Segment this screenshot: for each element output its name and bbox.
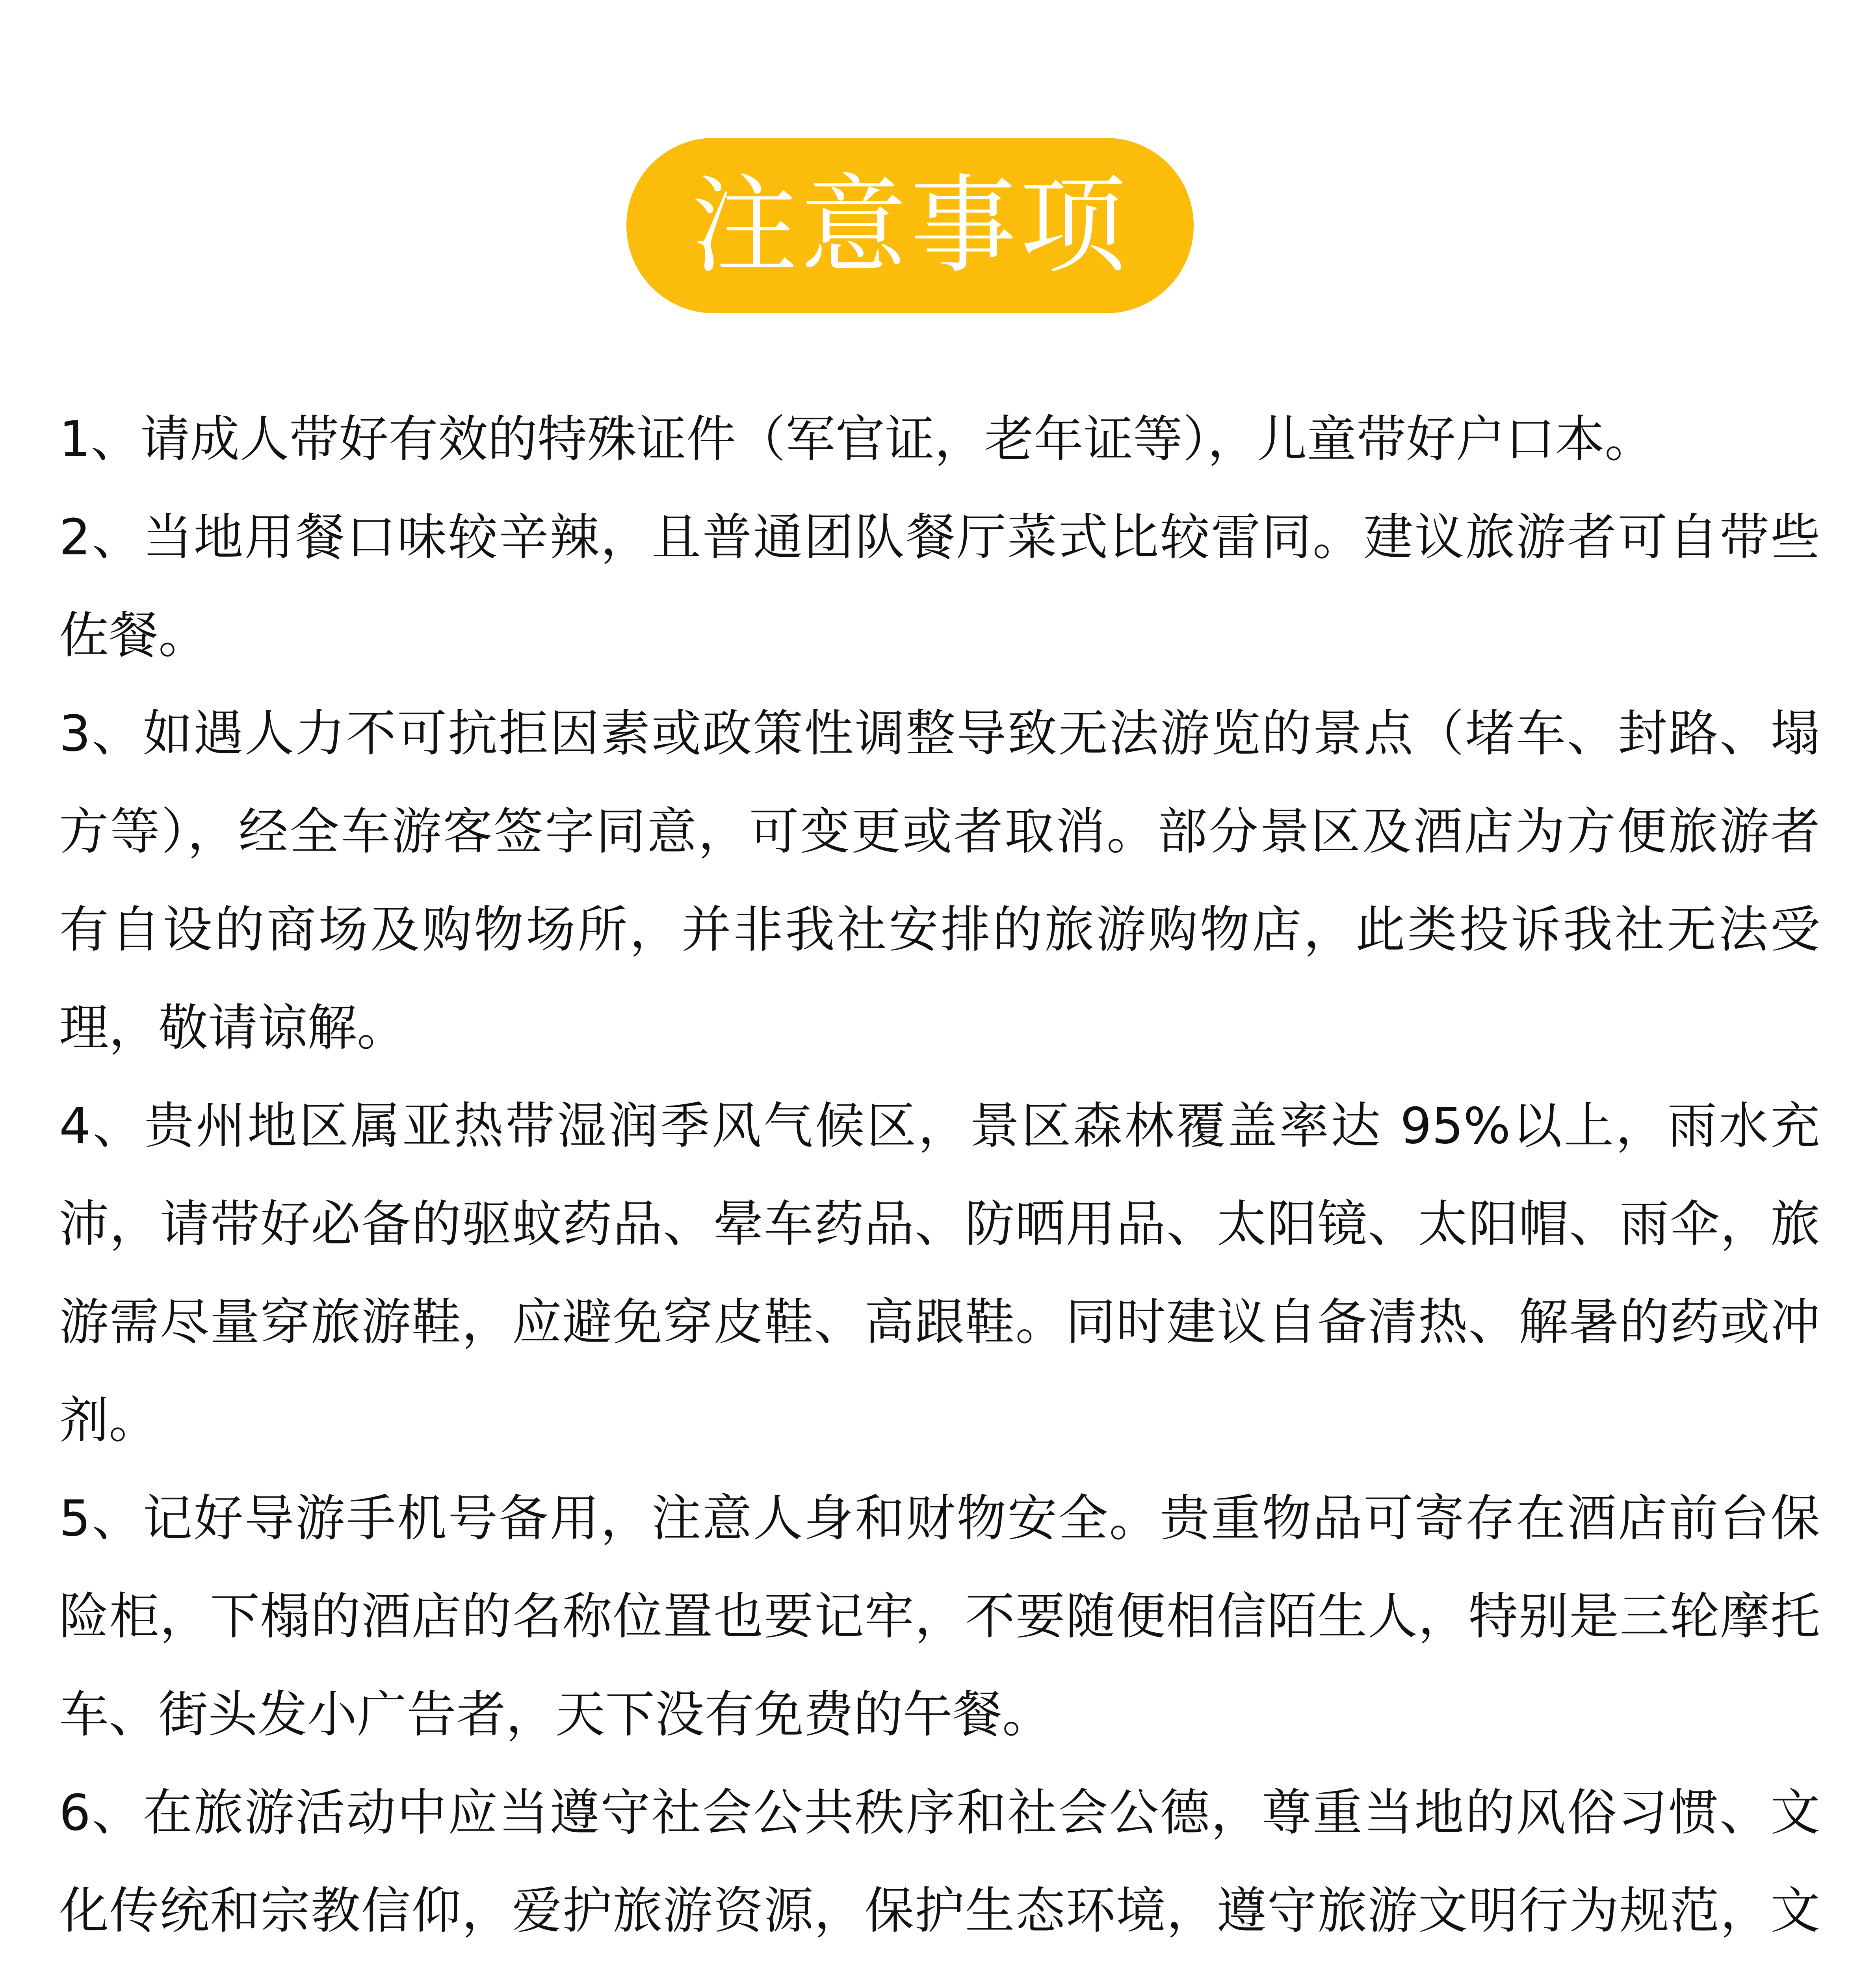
notes-list (59, 390, 1820, 1970)
note-item-4: 4、贵州地区属亚热带湿润季风气候区，景区森林覆盖率达 95%以上，雨水充沛，请带好必备的驱蚊药品、晕车药品、防晒用品、太阳镜、太阳帽、雨伞，旅游需尽量穿旅游鞋，应避免穿皮鞋、高跟鞋。同时建议自备清热、解暑的药或冲剂。 (59, 1097, 1820, 1449)
page-title: 注意事项 (691, 163, 1129, 288)
note-item-1: 1、请成人带好有效的特殊证件（军官证，老年证等），儿童带好户口本。 (59, 410, 1655, 468)
note-item-5: 5、记好导游手机号备用，注意人身和财物安全。贵重物品可寄存在酒店前台保险柜，下榻的酒店的名称位置也要记牢，不要随便相信陌生人，特别是三轮摩托车、街头发小广告者，天下没有免费的午餐。 (59, 1489, 1820, 1743)
title-badge (626, 138, 1194, 313)
note-item-3: 3、如遇人力不可抗拒因素或政策性调整导致无法游览的景点（堵车、封路、塌方等），经全车游客签字同意，可变更或者取消。部分景区及酒店为方便旅游者有自设的商场及购物场所，并非我社安排的旅游购物店，此类投诉我社无法受理，敬请谅解。 (59, 704, 1820, 1057)
note-item-2: 2、当地用餐口味较辛辣，且普通团队餐厅菜式比较雷同。建议旅游者可自带些佐餐。 (59, 508, 1820, 664)
note-item-6: 6、在旅游活动中应当遵守社会公共秩序和社会公德，尊重当地的风俗习惯、文化传统和宗教信仰，爱护旅游资源，保护生态环境，遵守旅游文明行为规范，文 (59, 1784, 1820, 1940)
